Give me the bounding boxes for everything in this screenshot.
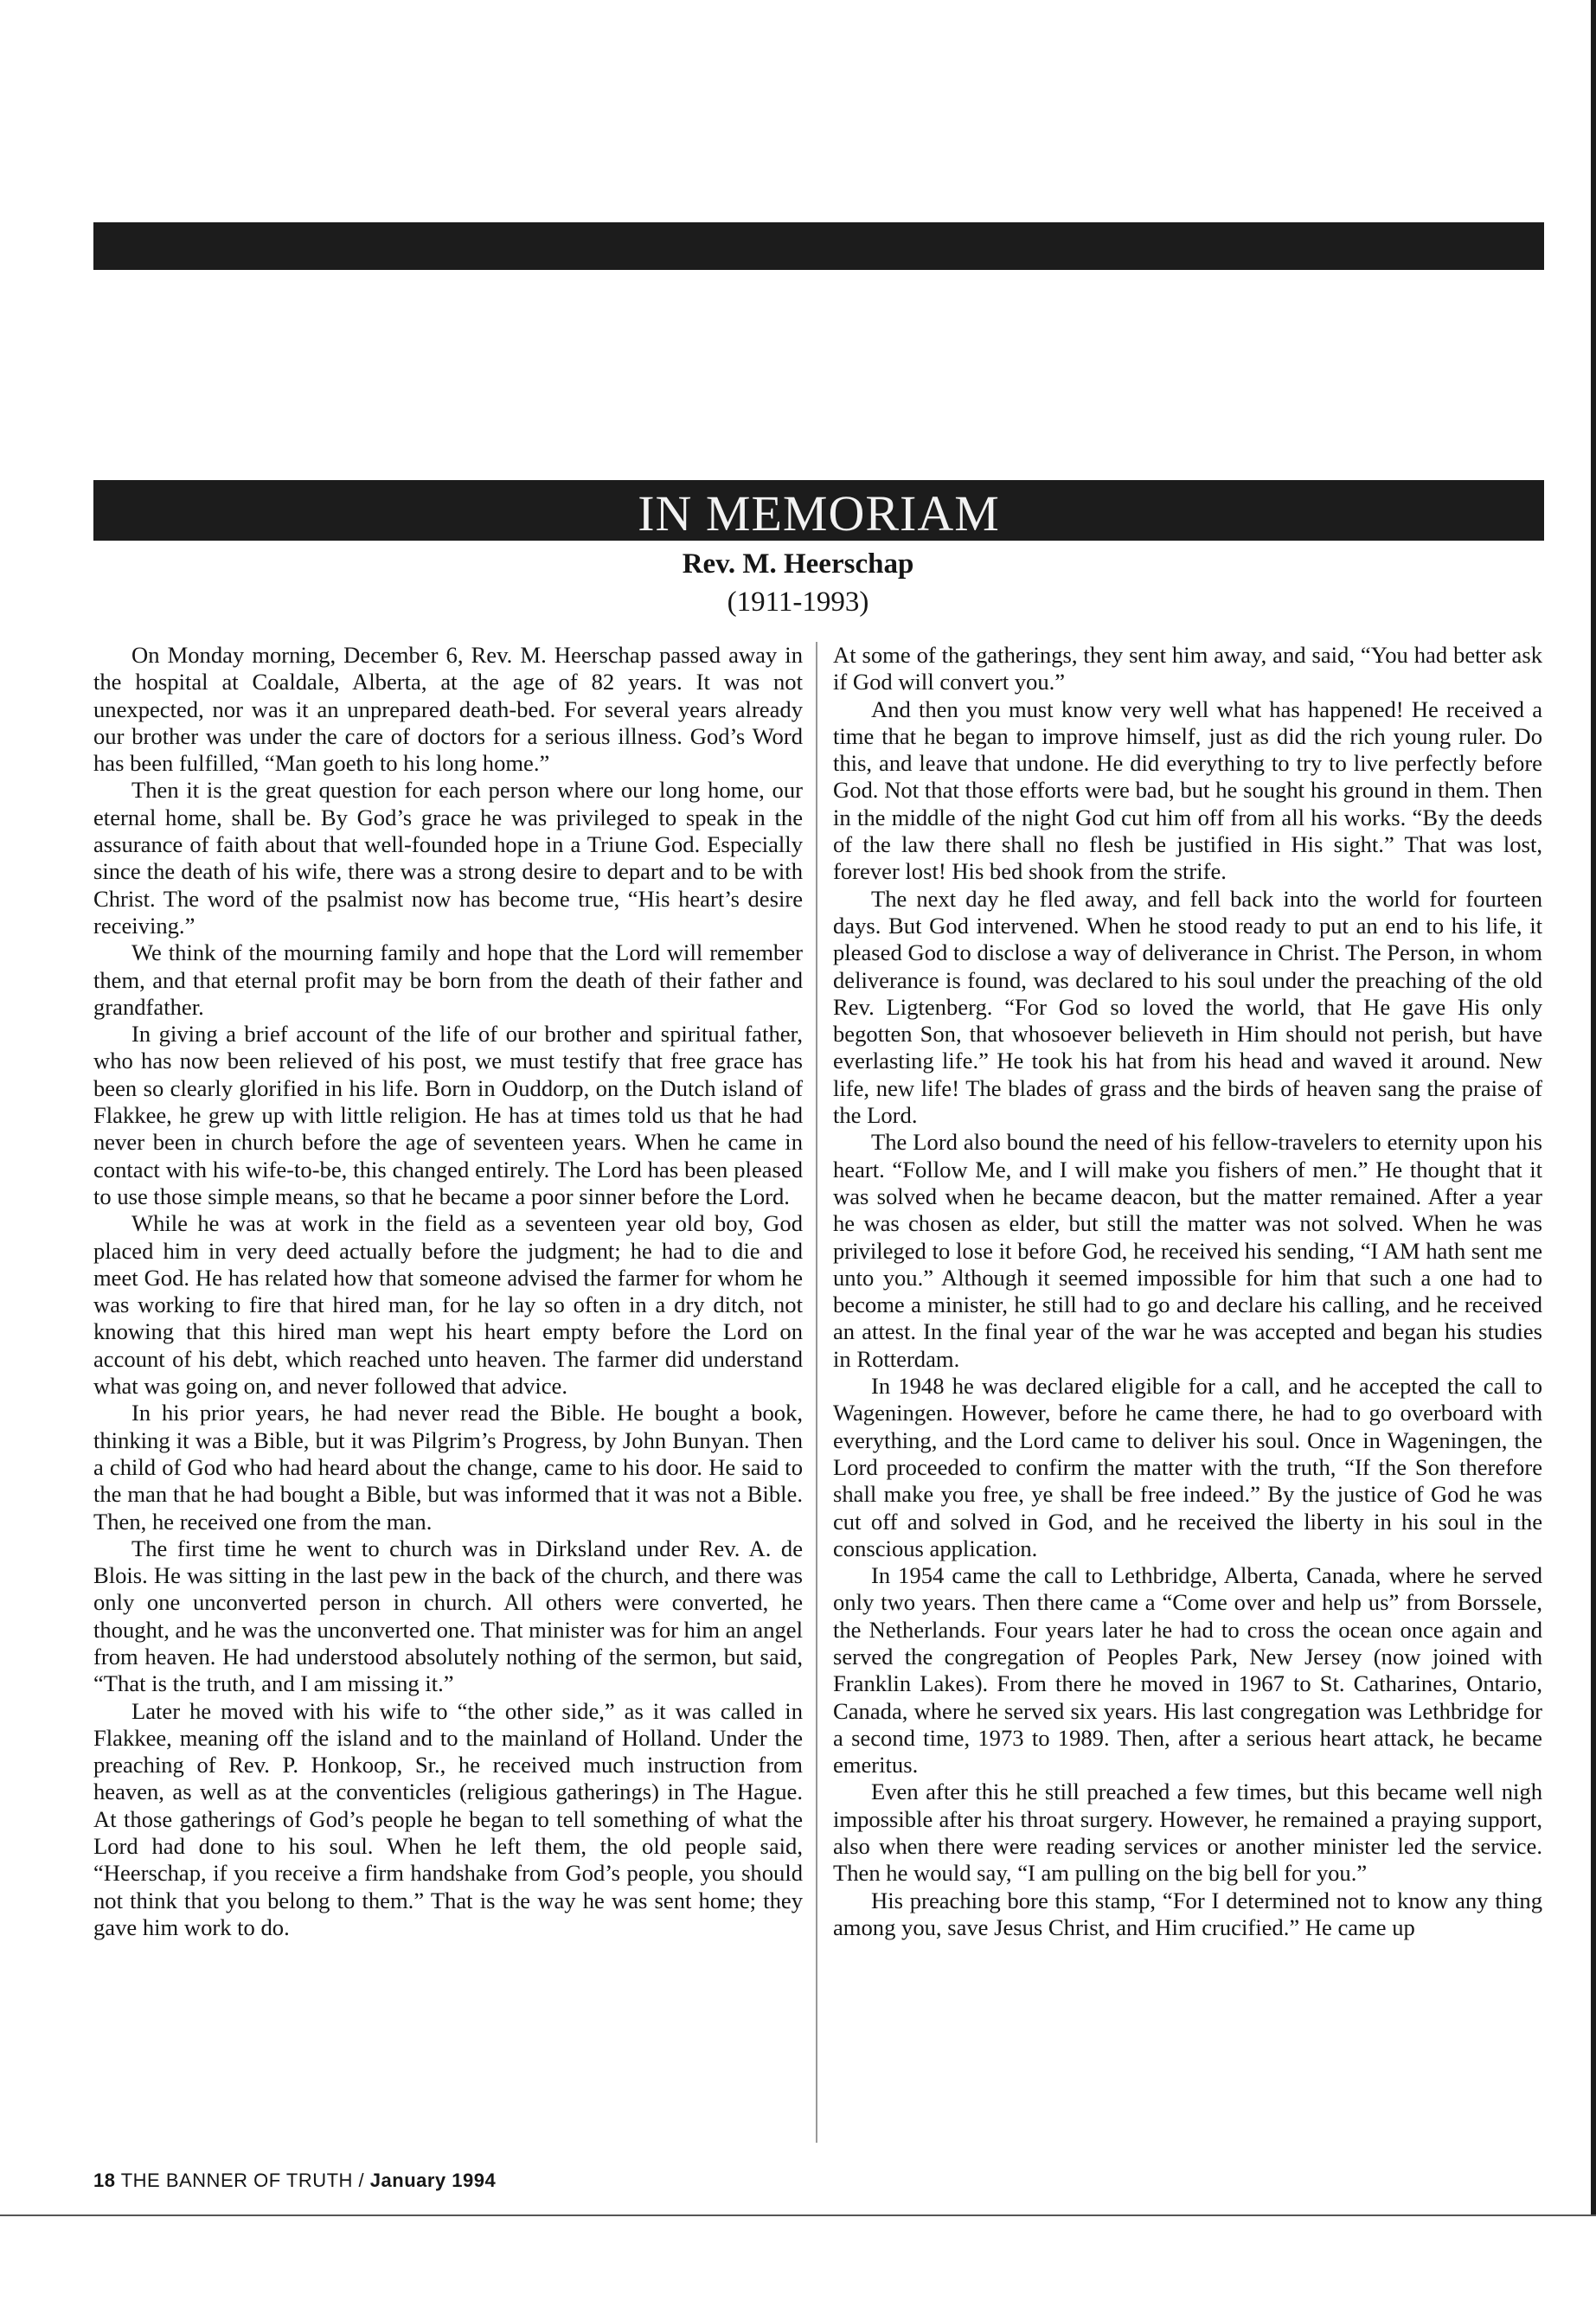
paragraph: And then you must know very well what has happened! He received a time that he began to improve himself, just as did the rich young ruler. Do this, and leave that undone. He did everything to try to live perfectly before God. Not that those efforts were bad, but he sought his ground in them. Then in the middle of the night God cut him off from all his works. “By the deeds of the law there shall no flesh be justified in His sight.” That was lost, forever lost! His bed shook from the strife. (833, 695, 1542, 885)
right-column (833, 642, 1542, 1941)
paragraph: We think of the mourning family and hope that the Lord will remember them, and that eternal profit may be born from the death of their father and grandfather. (93, 939, 803, 1020)
title-banner (93, 480, 1544, 541)
page-edge-border (1591, 0, 1596, 2214)
paragraph: At some of the gatherings, they sent him away, and said, “You had better ask if God will convert you.” (833, 642, 1542, 695)
paragraph: The next day he fled away, and fell back into the world for fourteen days. But God intervened. When he stood ready to put an end to his life, it pleased God to disclose a way of deliverance in Christ. The Person, in whom deliverance is found, was declared to his soul under the preaching of the old Rev. Ligtenberg. “For God so loved the world, that He gave His only begotten Son, that whosoever believeth in Him should not perish, but have everlasting life.” He took his hat from his head and waved it around. New life, new life! The blades of grass and the birds of heaven sang the praise of the Lord. (833, 885, 1542, 1129)
paragraph: In giving a brief account of the life of our brother and spiritual father, who has now been relieved of his post, we must testify that free grace has been so clearly glorified in his life. Born in Ouddorp, on the Dutch island of Flakkee, he grew up with little religion. He has at times told us that he had never been in church before the age of seventeen years. When he came in contact with his wife-to-be, this changed entirely. The Lord has been pleased to use those simple means, so that he became a poor sinner before the Lord. (93, 1021, 803, 1209)
top-decorative-bar (93, 222, 1544, 270)
paragraph: The first time he went to church was in Dirksland under Rev. A. de Blois. He was sitting in the last pew in the back of the church, and there was only one unconverted person in church. All others were converted, he thought, and he was the unconverted one. That minister was for him an angel from heaven. He had understood absolutely nothing of the sermon, but said, “That is the truth, and I am missing it.” (93, 1535, 804, 1697)
paragraph: Later he moved with his wife to “the other side,” as it was called in Flakkee, meaning off the island and to the mainland of Holland. Under the preaching of Rev. P. Honkoop, Sr., he received much instruction from heaven, as well as at the conventicles (religious gatherings) in The Hague. At those gatherings of God’s people he began to tell something of what the Lord had done to his soul. When he left them, the old people said, “Heerschap, if you receive a firm handshake from God’s people, you should not think that you belong to them.” That is the way he was sent home; they gave him work to do. (93, 1697, 803, 1940)
paragraph: Then it is the great question for each person where our long home, our eternal home, shall be. By God’s grace he was privileged to speak in the assurance of faith about that well-founded hope in a Triune God. Especially since the death of his wife, there was a strong desire to depart and to be with Christ. The word of the psalmist now has become true, “His heart’s desire receiving.” (93, 777, 803, 939)
paragraph: Even after this he still preached a few times, but this became well nigh impossible after his throat surgery. However, he remained a praying support, also when there were reading services or another minister led the service. Then he would say, “I am pulling on the big bell for you.” (833, 1779, 1542, 1887)
paragraph: In 1948 he was declared eligible for a call, and he accepted the call to Wageningen. However, before he came there, he had to go overboard with everything, and the Lord came to deliver his soul. Once in Wageningen, the Lord proceeded to confirm the matter with the truth, “If the Son therefore shall make you free, ye shall be free indeed.” By the justice of God he was cut off and solved in God, and he received the liberty in his soul in the conscious application. (833, 1373, 1542, 1561)
paragraph: While he was at work in the field as a seventeen year old boy, God placed him in very deed actually before the judgment; he had to die and meet God. He has related how that someone advised the farmer for whom he was working to fire that hired man, for he lay so often in a dry ditch, not knowing that this hired man wept his heart empty before the Lord on account of his debt, which reached unto heaven. The farmer did understand what was going on, and never followed that advice. (93, 1210, 803, 1400)
bottom-scan-edge (0, 2214, 1596, 2216)
page-number: 18 (93, 2170, 116, 2191)
paragraph: In 1954 came the call to Lethbridge, Alberta, Canada, where he served only two years. Then there came a “Come over and help us” from Borssele, the Netherlands. Four years later he had to cross the ocean once again and served the congregation of Peoples Park, New Jersey (now joined with Franklin Lakes). From there he moved in 1967 to St. Catharines, Ontario, Canada, where he served six years. His last congregation was Lethbridge for a second time, 1973 to 1989. Then, after a serious heart attack, he became emeritus. (833, 1562, 1542, 1779)
issue-date: January 1994 (369, 2170, 497, 2191)
deceased-name: Rev. M. Heerschap (682, 548, 914, 580)
life-years: (1911-1993) (727, 586, 869, 618)
page-footer (93, 2170, 496, 2192)
paragraph: His preaching bore this stamp, “For I determined not to know any thing among you, save Jesus Christ, and Him crucified.” He came up (833, 1887, 1542, 1940)
column-divider (816, 642, 817, 2143)
paragraph: In his prior years, he had never read the Bible. He bought a book, thinking it was a Bible, but it was Pilgrim’s Progress, by John Bunyan. Then a child of God who had heard about the change, came to his door. He said to the man that he had bought a Bible, but was informed that it was not a Bible. Then, he received one from the man. (93, 1400, 803, 1535)
left-column (93, 642, 803, 1941)
section-title: IN MEMORIAM (638, 485, 1000, 542)
publication-name: THE BANNER OF TRUTH / (120, 2170, 365, 2191)
paragraph: On Monday morning, December 6, Rev. M. Heerschap passed away in the hospital at Coaldale, Alberta, at the age of 82 years. It was not unexpected, nor was it an unprepared death-bed. For several years already our brother was under the care of doctors for a serious illness. God’s Word has been fulfilled, “Man goeth to his long home.” (93, 642, 803, 777)
paragraph: The Lord also bound the need of his fellow-travelers to eternity upon his heart. “Follow Me, and I will make you fishers of men.” He thought that it was solved when he became deacon, but the matter remained. After a year he was chosen as elder, but still the matter was not solved. When he was privileged to lose it before God, he received his sending, “I AM hath sent me unto you.” Although it seemed impossible for him that such a one had to become a minister, he still had to go and declare his calling, and he received an attest. In the final year of the war he was accepted and began his studies in Rotterdam. (833, 1129, 1542, 1372)
